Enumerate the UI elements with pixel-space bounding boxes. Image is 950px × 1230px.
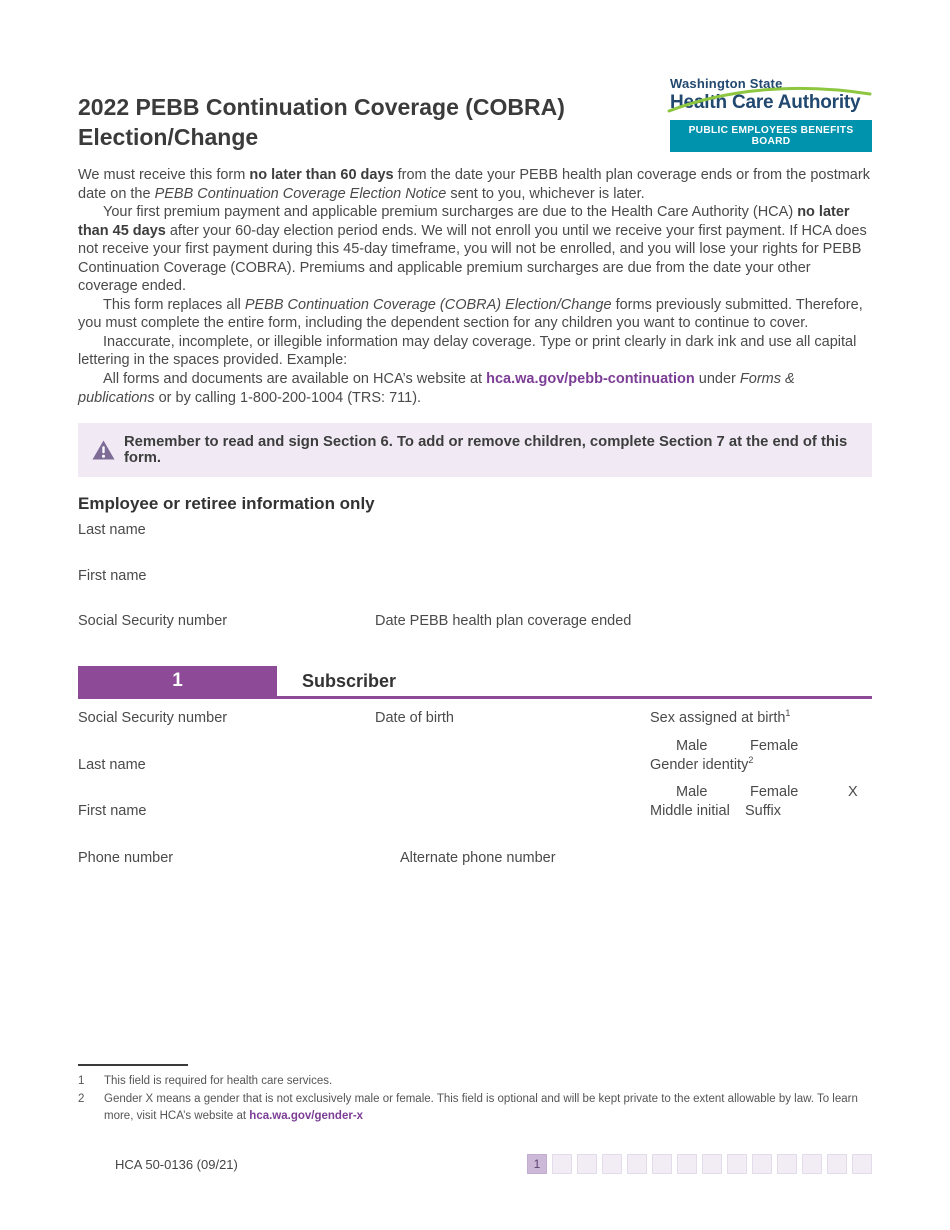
section-1-subscriber [78,666,872,881]
footnote-ref-2: 2 [748,755,754,766]
footnote-number: 2 [78,1093,85,1106]
section-number-badge: 1 [78,666,277,696]
pebb-continuation-link[interactable]: hca.wa.gov/pebb-continuation [486,371,695,388]
footnote-divider [78,1064,188,1066]
bold-run: no later than 45 days [78,204,850,239]
page-box [727,1154,747,1174]
form-number: HCA 50-0136 (09/21) [115,1156,238,1172]
text-run: We must receive this form [78,167,250,183]
section-1-body [78,699,872,881]
label-alternate-phone: Alternate phone number [400,850,556,867]
hca-logo [670,76,872,152]
text-run: from the date your PEBB health plan coverage ends or from the postmark date on the [78,167,870,202]
option-sex-male[interactable]: Male [676,738,708,755]
page-box [852,1154,872,1174]
option-gender-female[interactable]: Female [750,784,799,801]
field-label-ssn: Social Security number [78,613,228,630]
footnote-number: 1 [78,1075,85,1087]
page-box [552,1154,572,1174]
italic-run: PEBB Continuation Coverage (COBRA) Election/Change [244,296,612,313]
page-box [677,1154,697,1174]
text-run: under [694,371,740,388]
text-run: Gender X means a gender that is not exclusively male or female. This field is optional and will be kept private to the extent allowable by law. To learn more, visit HCA’s website at [104,1093,858,1122]
italic-run: Forms & publications [78,371,795,406]
field-label-coverage-ended: Date PEBB health plan coverage ended [375,613,632,630]
intro-paragraph-4: Inaccurate, incomplete, or illegible information may delay coverage. Type or print clearly in dark ink and use all capital lettering in the spaces provided. Example: [78,333,857,369]
label-suffix: Suffix [745,803,782,820]
option-gender-x[interactable]: X [848,784,858,801]
option-gender-male[interactable]: Male [676,784,708,801]
field-row-ssn-coverage [78,606,872,656]
footnote-1 [78,1073,872,1089]
label-text: Sex assigned at birth [650,710,786,727]
reminder-alert [78,423,872,477]
intro-paragraph-1 [78,166,872,203]
page-box [752,1154,772,1174]
page-box [802,1154,822,1174]
footnote-text [104,1091,872,1124]
text-run: after your 60-day election period ends. We will not enroll you until we receive your first payment. If HCA does not receive your first payment during this 45-day timeframe, you will not be enrolled, and you will lose your rights for PEBB Continuation Coverage (COBRA). Premiums and applicable premium surcharges are due from the date your other coverage ended. [78,222,867,295]
label-ssn: Social Security number [78,710,228,727]
section-1-header [78,666,872,699]
employee-info-section [78,494,872,656]
page-box-current: 1 [527,1154,547,1174]
intro-text [78,166,872,407]
gender-x-link[interactable]: hca.wa.gov/gender-x [249,1109,364,1122]
pebb-banner: PUBLIC EMPLOYEES BENEFITS BOARD [670,120,872,152]
text-run: All forms and documents are available on HCA’s website at [103,371,487,388]
label-middle-initial: Middle initial [650,803,730,820]
section-title: Subscriber [302,670,397,691]
page-box [577,1154,597,1174]
page-box [602,1154,622,1174]
footnote-ref-1: 1 [785,708,791,719]
page-indicator [527,1154,872,1174]
text-run: This form replaces all [103,296,245,313]
employee-info-heading: Employee or retiree information only [78,494,375,514]
option-sex-female[interactable]: Female [750,738,799,755]
intro-paragraph-2 [78,203,872,296]
field-employee-first-name[interactable] [78,560,872,606]
footnote-2 [78,1091,872,1124]
form-title: 2022 PEBB Continuation Coverage (COBRA) Election/Change [78,94,565,150]
field-label: First name [78,568,147,585]
page-box [652,1154,672,1174]
text-run: sent to you, whichever is later. [446,185,645,202]
footnote-text: This field is required for health care services. [104,1075,333,1087]
page-footer [78,1154,872,1174]
intro-paragraph-3 [78,296,872,333]
footnotes [78,1064,872,1126]
label-last-name: Last name [78,757,146,774]
page-box [777,1154,797,1174]
page-box [702,1154,722,1174]
text-run: or by calling 1-800-200-1004 (TRS: 711). [154,389,422,406]
label-first-name: First name [78,803,147,820]
page-box [627,1154,647,1174]
label-phone-number: Phone number [78,850,174,867]
text-run: forms previously submitted. Therefore, you must complete the entire form, including the dependent section for any children you want to continue to cover. [78,296,863,332]
italic-run: PEBB Continuation Coverage Election Notice [154,185,447,202]
label-gender-identity [650,757,753,773]
label-text: Gender identity [650,757,749,774]
intro-paragraph-5 [78,370,872,407]
text-run: Your first premium payment and applicable premium surcharges are due to the Health Care Authority (HCA) [103,204,798,221]
label-date-of-birth: Date of birth [375,710,454,727]
logo-state-text: Washington State [670,76,783,91]
alert-text: Remember to read and sign Section 6. To add or remove children, complete Section 7 at the end of this form. [124,434,848,467]
warning-icon [92,440,115,460]
page-box [827,1154,847,1174]
field-employee-last-name[interactable] [78,514,872,560]
label-sex-assigned-at-birth [650,710,790,726]
field-label: Last name [78,522,146,539]
logo-agency-text: Health Care Authority [670,92,861,113]
header [78,76,872,152]
bold-run: no later than 60 days [249,167,394,183]
